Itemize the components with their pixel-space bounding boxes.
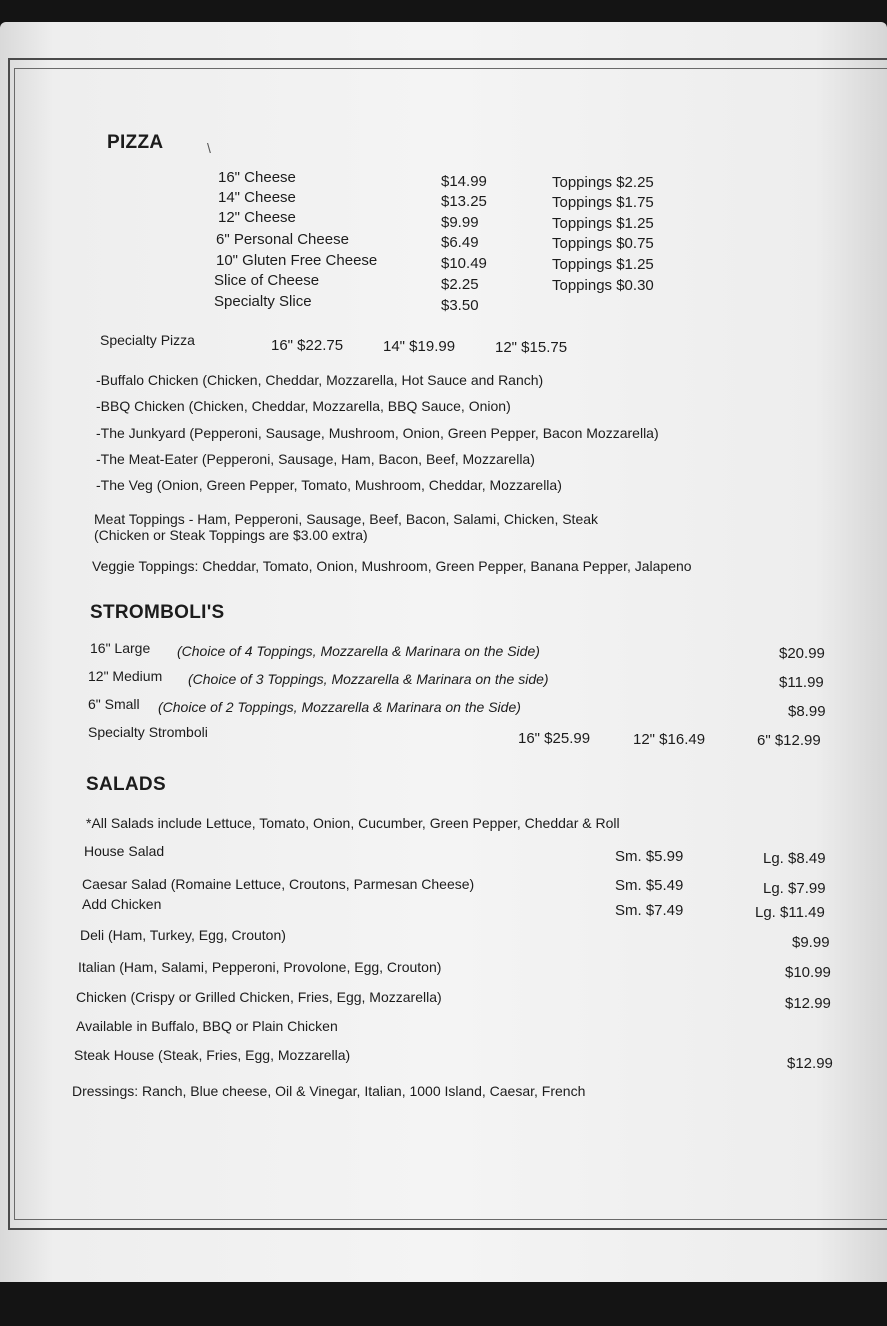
specialty-pizza-price-16: 16" $22.75 (271, 337, 344, 354)
stromboli-item-desc: (Choice of 4 Toppings, Mozzarella & Marinara on the Side) (177, 643, 540, 659)
pizza-item-toppings: Toppings $1.25 (552, 215, 654, 232)
salads-note: *All Salads include Lettuce, Tomato, Onion, Cucumber, Green Pepper, Cheddar & Roll (86, 815, 620, 831)
pizza-item-name: 12" Cheese (218, 209, 296, 226)
specialty-stromboli-label: Specialty Stromboli (88, 724, 208, 740)
pizza-item-toppings: Toppings $1.75 (552, 194, 654, 211)
pizza-item-price: $10.49 (441, 255, 487, 272)
salad-price-small: Sm. $5.49 (615, 877, 684, 894)
meat-toppings: Meat Toppings - Ham, Pepperoni, Sausage, Beef, Bacon, Salami, Chicken, Steak (94, 511, 599, 527)
pizza-item-name: 10" Gluten Free Cheese (216, 252, 378, 269)
pizza-item-price: $14.99 (441, 173, 487, 190)
meat-toppings-note: (Chicken or Steak Toppings are $3.00 extra) (94, 527, 368, 543)
salad-name: House Salad (84, 843, 165, 859)
pizza-item-price: $3.50 (441, 297, 479, 314)
salad-price: $12.99 (787, 1055, 833, 1072)
salad-addon-price-large: Lg. $11.49 (755, 904, 825, 921)
stromboli-item-price: $20.99 (779, 645, 825, 662)
salad-dressings: Dressings: Ranch, Blue cheese, Oil & Vinegar, Italian, 1000 Island, Caesar, French (72, 1083, 586, 1099)
pizza-item-price: $13.25 (441, 193, 487, 210)
salad-name: Deli (Ham, Turkey, Egg, Crouton) (80, 927, 286, 943)
stromboli-item-name: 12" Medium (88, 668, 163, 684)
stromboli-item-desc: (Choice of 2 Toppings, Mozzarella & Marinara on the Side) (158, 699, 521, 715)
pizza-item-name: Slice of Cheese (214, 272, 320, 289)
stromboli-item-desc: (Choice of 3 Toppings, Mozzarella & Marinara on the side) (188, 671, 549, 687)
pizza-item-toppings: Toppings $2.25 (552, 174, 654, 191)
specialty-stromboli-price-6: 6" $12.99 (757, 732, 821, 749)
salad-price: $10.99 (785, 964, 831, 981)
specialty-pizza-desc: -The Junkyard (Pepperoni, Sausage, Mushroom, Onion, Green Pepper, Bacon Mozzarella) (96, 425, 659, 441)
specialty-pizza-price-12: 12" $15.75 (495, 339, 568, 356)
salad-name: Caesar Salad (Romaine Lettuce, Croutons, Parmesan Cheese) (82, 876, 475, 892)
salads-heading: SALADS (86, 774, 166, 795)
specialty-pizza-label: Specialty Pizza (100, 332, 195, 348)
pizza-item-name: 14" Cheese (218, 189, 296, 206)
specialty-pizza-desc: -BBQ Chicken (Chicken, Cheddar, Mozzarella, BBQ Sauce, Onion) (96, 398, 511, 414)
salad-chicken-note: Available in Buffalo, BBQ or Plain Chicken (76, 1018, 338, 1034)
specialty-pizza-desc: -The Meat-Eater (Pepperoni, Sausage, Ham, Bacon, Beef, Mozzarella) (96, 451, 535, 467)
pizza-item-toppings: Toppings $0.75 (552, 235, 654, 252)
salad-addon-price-small: Sm. $7.49 (615, 902, 684, 919)
pizza-item-toppings: Toppings $1.25 (552, 256, 654, 273)
pizza-heading: PIZZA (107, 132, 164, 153)
pizza-item-name: 6" Personal Cheese (216, 231, 349, 248)
salad-addon-name: Add Chicken (82, 896, 162, 912)
stromboli-item-name: 6" Small (88, 696, 140, 712)
specialty-pizza-price-14: 14" $19.99 (383, 338, 456, 355)
pizza-item-price: $6.49 (441, 234, 479, 251)
salad-name: Chicken (Crispy or Grilled Chicken, Fries, Egg, Mozzarella) (76, 989, 442, 1005)
photo-bottom-edge (0, 1282, 887, 1326)
pizza-item-name: 16" Cheese (218, 169, 296, 186)
specialty-stromboli-price-12: 12" $16.49 (633, 731, 706, 748)
stromboli-heading: STROMBOLI'S (90, 602, 225, 623)
salad-price: $12.99 (785, 995, 831, 1012)
stromboli-item-name: 16" Large (90, 640, 151, 656)
salad-price: $9.99 (792, 934, 830, 951)
pizza-item-price: $2.25 (441, 276, 479, 293)
salad-price-small: Sm. $5.99 (615, 848, 684, 865)
veggie-toppings: Veggie Toppings: Cheddar, Tomato, Onion, Mushroom, Green Pepper, Banana Pepper, Jalapeno (92, 558, 692, 574)
salad-price-large: Lg. $8.49 (763, 850, 826, 867)
salad-name: Italian (Ham, Salami, Pepperoni, Provolone, Egg, Crouton) (78, 959, 442, 975)
pizza-item-price: $9.99 (441, 214, 479, 231)
pizza-item-name: Specialty Slice (214, 293, 312, 310)
pizza-item-toppings: Toppings $0.30 (552, 277, 654, 294)
specialty-pizza-desc: -The Veg (Onion, Green Pepper, Tomato, Mushroom, Cheddar, Mozzarella) (96, 477, 562, 493)
stromboli-item-price: $11.99 (779, 674, 824, 691)
specialty-stromboli-price-16: 16" $25.99 (518, 730, 591, 747)
salad-price-large: Lg. $7.99 (763, 880, 826, 897)
salad-name: Steak House (Steak, Fries, Egg, Mozzarella) (74, 1047, 351, 1063)
stromboli-item-price: $8.99 (788, 703, 826, 720)
specialty-pizza-desc: -Buffalo Chicken (Chicken, Cheddar, Mozzarella, Hot Sauce and Ranch) (96, 372, 544, 388)
stray-mark: \ (207, 140, 211, 156)
